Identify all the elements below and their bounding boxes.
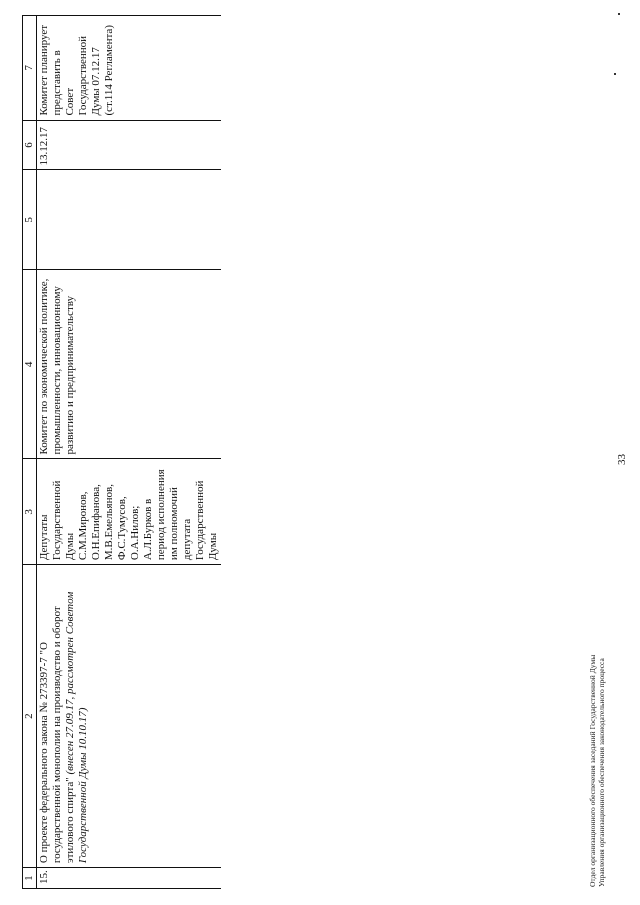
column-header: 7 — [23, 16, 37, 121]
column-header: 5 — [23, 170, 37, 270]
column-header: 1 — [23, 868, 37, 889]
bill-note: (внесен 27.09.17, рассмотрен Советом Государственной Думы 10.10.17) — [64, 591, 89, 864]
authors-cell: Депутаты Государственной Думы С.М.Миронов, О.Н.Епифанова, М.В.Емельянов, Ф.С.Тумусов, О.А.Нилов; А.Л.Бурков в период исполнения им полномочий депутата Государственной Думы — [37, 459, 222, 565]
committee-cell: Комитет по экономической политике, промышленности, инновационному развитию и предпринимательству — [37, 270, 222, 459]
page-number: 33 — [616, 454, 628, 465]
scan-speck — [614, 73, 616, 75]
column-header: 4 — [23, 270, 37, 459]
bill-cell — [37, 565, 222, 868]
empty-cell — [37, 170, 222, 270]
footer-line: Управления организационного обеспечения законодательного процесса — [597, 658, 606, 887]
agenda-table — [22, 15, 221, 889]
footer-line: Отдел организационного обеспечения заседаний Государственной Думы — [588, 654, 597, 887]
scan-speck — [618, 13, 620, 15]
column-header-row — [23, 16, 37, 889]
note-cell: Комитет планирует представить в Совет Государственной Думы 07.12.17 (ст.114 Регламента) — [37, 16, 222, 121]
bill-title: О проекте федерального закона № 273397-7 "О государственной монополии на производство и оборот этилового спирта" — [38, 606, 76, 864]
page-footer — [588, 655, 606, 887]
row-number: 15. — [37, 868, 222, 889]
column-header: 2 — [23, 565, 37, 868]
column-header: 6 — [23, 120, 37, 170]
date-cell: 13.12.17 — [37, 120, 222, 170]
table-row — [37, 16, 222, 889]
column-header: 3 — [23, 459, 37, 565]
